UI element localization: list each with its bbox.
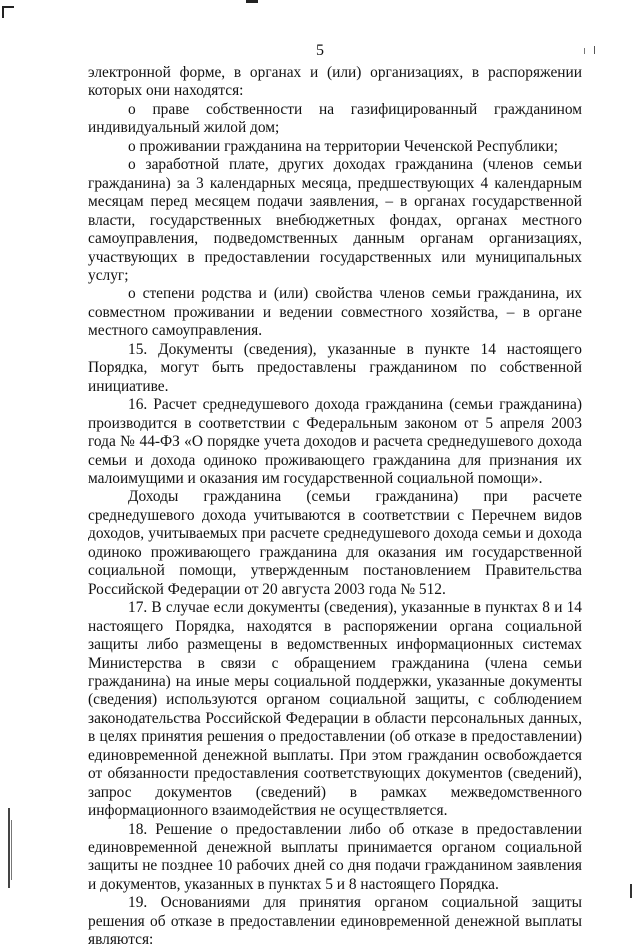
paragraph-clause-15: 15. Документы (сведения), указанные в пункте 14 настоящего Порядка, могут быть предоставлены гражданином по собственной инициативе. <box>88 340 582 395</box>
scan-artifact <box>8 808 10 888</box>
paragraph-clause-19: 19. Основаниями для принятия органом социальной защиты решения об отказе в предоставлении единовременной денежной выплаты являются: <box>88 894 582 949</box>
paragraph-item-residence: о проживании гражданина на территории Чеченской Республики; <box>128 137 559 155</box>
scan-artifact <box>246 0 258 3</box>
scan-artifact <box>11 820 12 880</box>
paragraph-continuation: электронной форме, в органах и (или) организациях, в распоряжении которых они находятся: <box>88 64 582 100</box>
paragraph-item-kinship: о степени родства и (или) свойства членов семьи гражданина, их совместном проживании и ведении совместного хозяйства, – в органе местного самоуправления. <box>88 285 582 340</box>
page-number: 5 <box>316 42 324 59</box>
paragraph-clause-18: 18. Решение о предоставлении либо об отказе в предоставлении единовременной денежной выплаты принимается органом социальной защиты не позднее 10 рабочих дней со дня подачи гражданином заявления и документов, указанных в пунктах 5 и 8 настоящего Порядка. <box>88 820 582 893</box>
paragraph-clause-17: 17. В случае если документы (сведения), указанные в пунктах 8 и 14 настоящего Порядка, находятся в распоряжении органа социальной защиты либо размещены в ведомственных информационных системах Министерства в связи с обращением гражданина (члена семьи гражданина) на иные меры социальной поддержки, указанные документы (сведения) используются органом социальной защиты, с соблюдением законодательства Российской Федерации в области персональных данных, в целях принятия решения о предоставлении (об отказе в предоставлении) единовременной денежной выплаты. При этом гражданин освобождается от обязанности предоставления соответствующих документов (сведений), запрос документов (сведений) в рамках межведомственного информационного взаимодействия не осуществляется. <box>88 599 582 820</box>
paragraph-clause-16: 16. Расчет среднедушевого дохода гражданина (семьи гражданина) производится в соответствии с Федеральным законом от 5 апреля 2003 года № 44-ФЗ «О порядке учета доходов и расчета среднедушевого дохода семьи и дохода одиноко проживающего гражданина для признания их малоимущими и оказания им государственной социальной помощи». <box>88 396 582 487</box>
paragraph-item-income: о заработной плате, других доходах гражданина (членов семьи гражданина) за 3 календарных месяца, предшествующих 4 календарным месяцам перед месяцем подачи заявления, – в органах государственной власти, государственных внебюджетных фондах, органах местного самоуправления, подведомственных данным органам организациях, участвующих в предоставлении государственных или муниципальных услуг; <box>88 156 582 284</box>
document-body <box>88 64 582 950</box>
scan-artifact <box>630 884 632 898</box>
paragraph-item-property: о праве собственности на газифицированный гражданином индивидуальный жилой дом; <box>88 100 582 137</box>
paragraph-clause-16-income: Доходы гражданина (семьи гражданина) при расчете среднедушевого дохода учитываются в соответствии с Перечнем видов доходов, учитываемых при расчете среднедушевого дохода семьи и дохода одиноко проживающего гражданина для оказания им государственной социальной помощи, утвержденным постановлением Правительства Российской Федерации от 20 августа 2003 года № 512. <box>88 488 582 598</box>
scan-artifact <box>2 6 14 8</box>
